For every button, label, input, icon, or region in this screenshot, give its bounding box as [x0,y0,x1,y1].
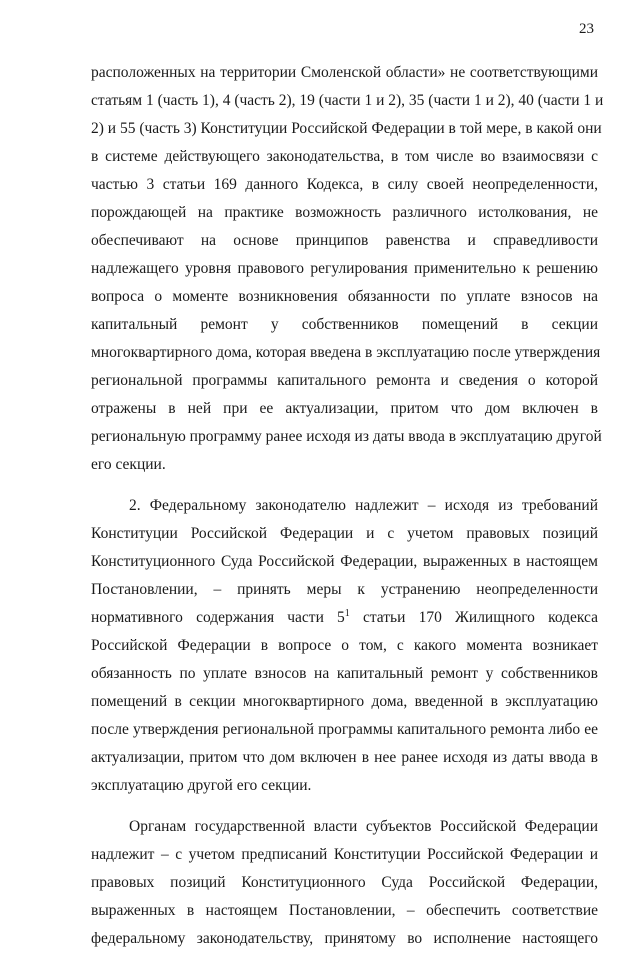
text-line: Органам государственной власти субъектов Российской Федерации [129,818,598,835]
text-line: отражены в ней при ее актуализации, притом что дом включен в [91,400,598,417]
text-line: расположенных на территории Смоленской области» не соответствующими [91,64,598,81]
text-line: эксплуатацию другой его секции. [91,777,312,794]
superscript: 1 [344,608,350,619]
text-line: многоквартирного дома, которая введена в эксплуатацию после утверждения [91,344,601,361]
text-line: выраженных в настоящем Постановлении, – обеспечить соответствие [91,902,598,919]
text-line: актуализации, притом что дом включен в нее ранее исходя из даты ввода в [91,749,598,766]
paragraph-2 [91,492,598,800]
text-line: его секции. [91,456,166,473]
text-line-with-superscript [91,604,598,632]
text-line: федеральному законодательству, принятому во исполнение настоящего [91,930,598,947]
text-line: обязанность по уплате взносов на капитальный ремонт у собственников [91,665,598,682]
paragraph-gap [91,479,598,492]
text-line: надлежащего уровня правового регулирования применительно к решению [91,260,598,277]
text-line: 2) и 55 (часть 3) Конституции Российской Федерации в той мере, в какой они [91,120,602,137]
text-line: статьям 1 (часть 1), 4 (часть 2), 19 (части 1 и 2), 35 (части 1 и 2), 40 (части 1 и [91,92,604,109]
text-line: 2. Федеральному законодателю надлежит – исходя из требований [129,497,598,514]
text-line: Конституции Российской Федерации и с учетом правовых позиций [91,525,598,542]
text-line: в системе действующего законодательства, в том числе во взаимосвязи с [91,148,598,165]
text-line: правовых позиций Конституционного Суда Российской Федерации, [91,874,598,891]
text-line: региональную программу ранее исходя из даты ввода в эксплуатацию другой [91,428,602,445]
text-line: Российской Федерации в вопросе о том, с какого момента возникает [91,637,598,654]
text-line: порождающей на практике возможность различного истолкования, не [91,204,598,221]
line-segment: нормативного содержания части 5 [91,609,345,626]
document-body [91,59,604,953]
text-line: вопроса о моменте возникновения обязанности по уплате взносов на [91,288,598,305]
text-line: Конституционного Суда Российской Федерации, выраженных в настоящем [91,553,598,570]
text-line: после утверждения региональной программы капитального ремонта либо ее [91,721,598,738]
text-line: капитальный ремонт у собственников помещений в секции [91,316,598,333]
text-line: частью 3 статьи 169 данного Кодекса, в силу своей неопределенности, [91,176,598,193]
line-segment: статьи 170 Жилищного кодекса [349,609,599,626]
text-line: помещений в секции многоквартирного дома, введенной в эксплуатацию [91,693,598,710]
text-line: обеспечивают на основе принципов равенства и справедливости [91,232,598,249]
page-number: 23 [579,21,594,37]
paragraph-gap [91,800,598,813]
text-line: надлежит – с учетом предписаний Конституции Российской Федерации и [91,846,598,863]
text-line: Постановлении, – принять меры к устранению неопределенности [91,581,598,598]
paragraph-3 [91,813,598,953]
text-line: региональной программы капитального ремонта и сведения о которой [91,372,598,389]
paragraph-1 [91,59,604,479]
